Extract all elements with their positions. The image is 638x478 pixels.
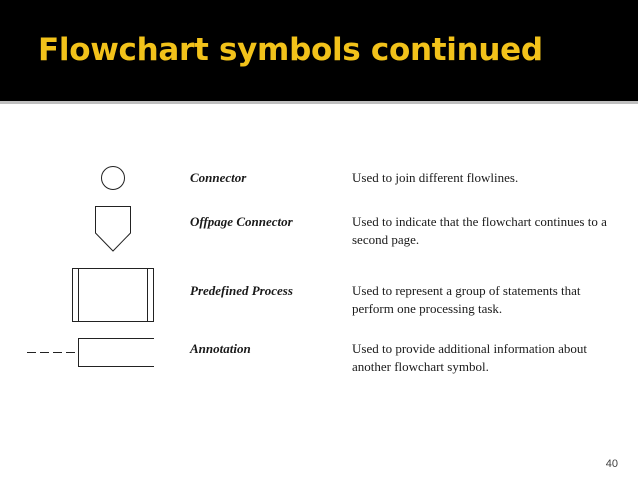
symbol-name-annotation: Annotation (190, 341, 251, 356)
symbol-name-predefined-process: Predefined Process (190, 283, 293, 298)
title-divider (0, 101, 638, 104)
symbol-name-connector: Connector (190, 170, 247, 185)
symbol-description-offpage-connector: Used to indicate that the flowchart continues to a second page. (352, 214, 607, 247)
title-bar (0, 0, 638, 101)
symbol-description-connector: Used to join different flowlines. (352, 170, 519, 185)
predefined-process-rectangle-icon (71, 267, 155, 323)
page-number: 40 (605, 458, 618, 470)
symbol-description-predefined-process: Used to represent a group of statements that perform one processing task. (352, 283, 581, 316)
symbol-name-offpage-connector: Offpage Connector (190, 214, 293, 229)
symbol-description-annotation: Used to provide additional information about another flowchart symbol. (352, 341, 588, 374)
annotation-bracket-icon (26, 337, 156, 369)
slide-title: Flowchart symbols continued (38, 32, 543, 68)
connector-circle-icon (98, 164, 128, 192)
offpage-connector-pentagon-icon (94, 205, 132, 253)
